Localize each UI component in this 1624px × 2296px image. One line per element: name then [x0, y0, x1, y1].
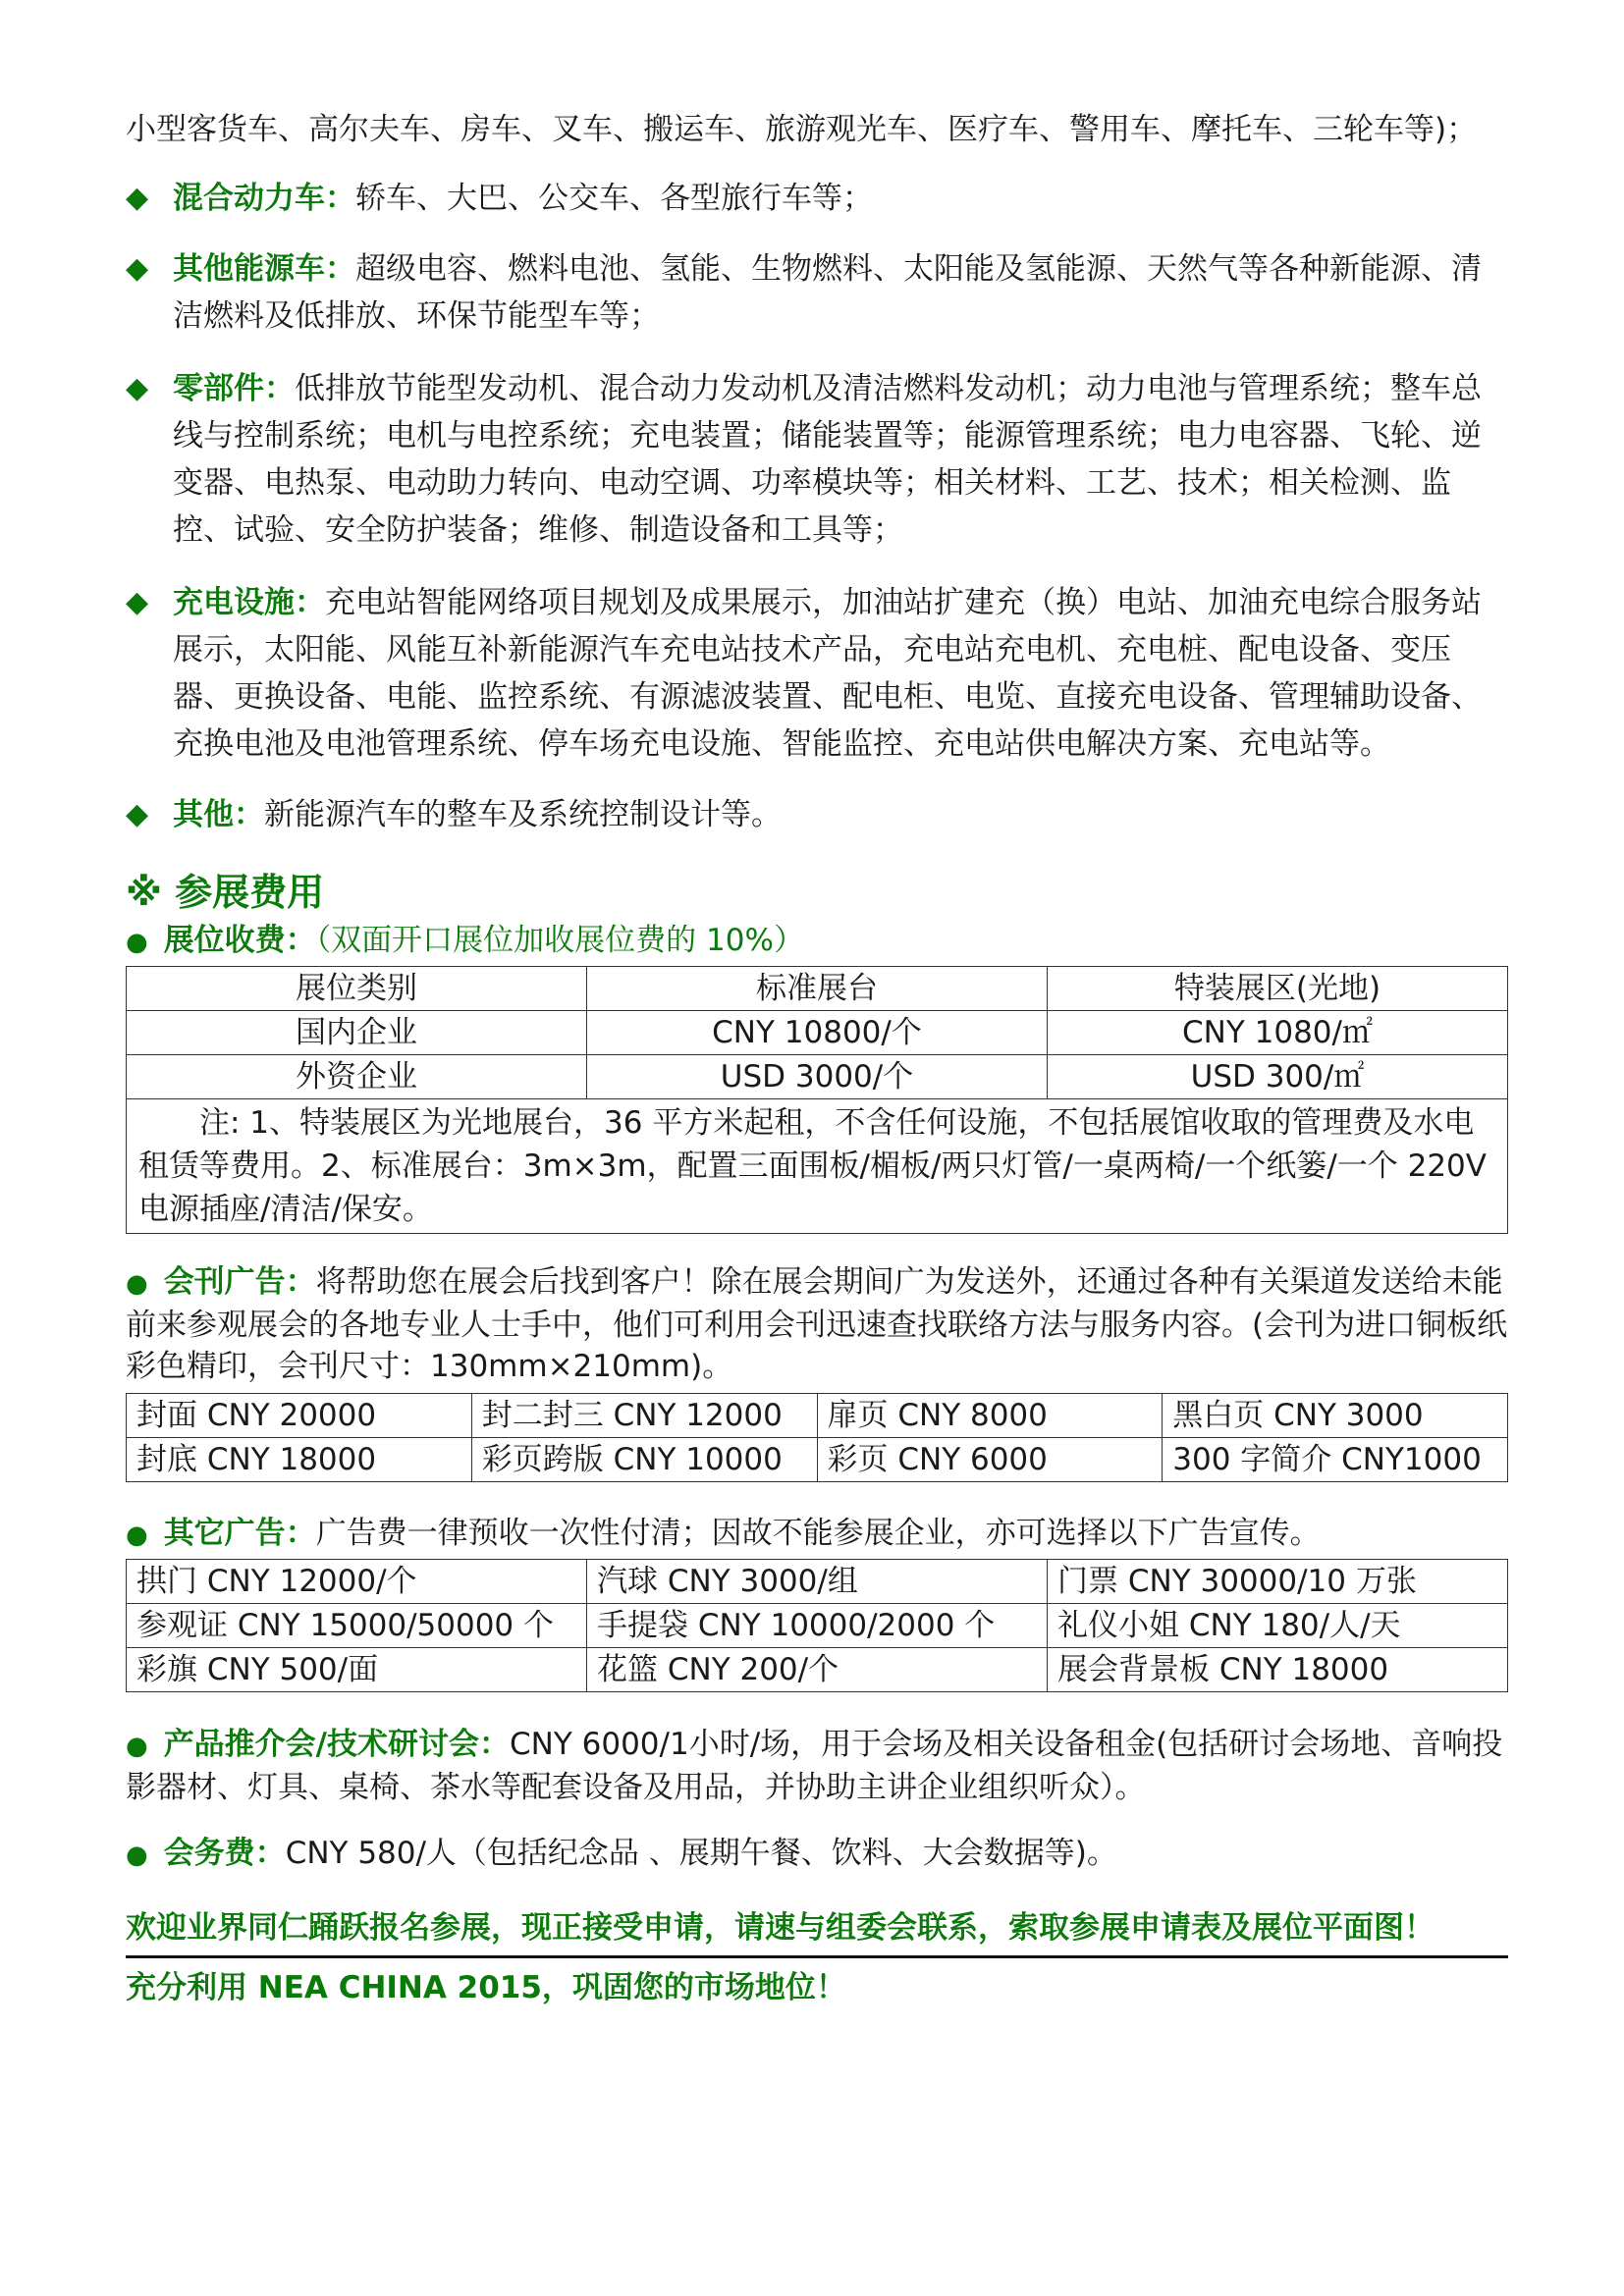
other-ad-paragraph: [126, 1510, 1508, 1559]
diamond-bullet-icon: ◆: [126, 371, 149, 405]
table-note-row: [127, 1099, 1508, 1234]
table-row: [127, 1438, 1508, 1482]
bullet-hybrid: [126, 175, 1508, 222]
bullet-charging: [126, 579, 1508, 768]
table-cell: 汽球 CNY 3000/组: [587, 1560, 1048, 1604]
table-cell: 彩页 CNY 6000: [817, 1438, 1163, 1482]
closing-divider: [126, 1955, 1508, 1958]
table-cell: 封底 CNY 18000: [127, 1438, 472, 1482]
dot-bullet-icon: ●: [126, 1269, 148, 1299]
dot-bullet-icon: ●: [126, 928, 148, 957]
table-row: [127, 1604, 1508, 1648]
table-cell: 拱门 CNY 12000/个: [127, 1560, 587, 1604]
table-cell: 花篮 CNY 200/个: [587, 1648, 1048, 1692]
bullet-label: 充电设施：: [173, 585, 325, 620]
other-ad-table: [126, 1559, 1508, 1692]
table-header-cell: 特装展区(光地): [1048, 967, 1508, 1011]
table-cell: 扉页 CNY 8000: [817, 1394, 1163, 1438]
dot-bullet-icon: ●: [126, 1521, 148, 1550]
table-cell: 彩页跨版 CNY 10000: [471, 1438, 817, 1482]
table-row: [127, 1055, 1508, 1099]
table-cell: 300 字简介 CNY1000: [1163, 1438, 1508, 1482]
dot-bullet-icon: ●: [126, 1841, 148, 1870]
seminar-text: CNY 6000/1小时/场，用于会场及相关设备租金(包括研讨会场地、音响投影器材、灯具、桌椅、茶水等配套设备及用品，并协助主讲企业组织听众）。: [126, 1727, 1503, 1805]
bullet-label: 其他能源车：: [173, 251, 355, 287]
table-cell: 封二封三 CNY 12000: [471, 1394, 817, 1438]
table-cell: 展会背景板 CNY 18000: [1048, 1648, 1508, 1692]
service-fee-paragraph: [126, 1830, 1508, 1879]
bullet-text: 轿车、大巴、公交车、各型旅行车等；: [355, 181, 873, 216]
bullet-label: 混合动力车：: [173, 181, 355, 216]
dot-bullet-icon: ●: [126, 1732, 148, 1761]
booth-fee-table: [126, 966, 1508, 1234]
bullet-text: 充电站智能网络项目规划及成果展示，加油站扩建充（换）电站、加油充电综合服务站展示，太阳能、风能互补新能源汽车充电站技术产品，充电站充电机、充电桩、配电设备、变压器、更换设备、电能、监控系统、有源滤波装置、配电柜、电览、直接充电设备、管理辅助设备、充换电池及电池管理系统、停车场充电设施、智能监控、充电站供电解决方案、充电站等。: [173, 585, 1482, 762]
booth-fee-note: （双面开口展位加收展位费的 10%）: [315, 923, 804, 958]
document-page: [126, 106, 1508, 2009]
seminar-paragraph: [126, 1724, 1508, 1808]
diamond-bullet-icon: ◆: [126, 797, 149, 831]
booth-table-note: 注: 1、特装展区为光地展台，36 平方米起租，不含任何设施，不包括展馆收取的管理费及水电租赁等费用。2、标准展台：3m×3m，配置三面围板/楣板/两只灯管/一桌两椅/一个纸篓/一个 220V 电源插座/清洁/保安。: [127, 1099, 1508, 1234]
bullet-label: 其他：: [173, 797, 264, 832]
table-row: [127, 1394, 1508, 1438]
diamond-bullet-icon: ◆: [126, 585, 149, 619]
bullet-label: 零部件：: [173, 371, 295, 406]
bullet-text: 超级电容、燃料电池、氢能、生物燃料、太阳能及氢能源、天然气等各种新能源、清洁燃料及低排放、环保节能型车等；: [173, 251, 1482, 334]
table-cell: 手提袋 CNY 10000/2000 个: [587, 1604, 1048, 1648]
table-row: [127, 1011, 1508, 1055]
table-cell: CNY 10800/个: [587, 1011, 1048, 1055]
diamond-bullet-icon: ◆: [126, 251, 149, 286]
table-cell: 参观证 CNY 15000/50000 个: [127, 1604, 587, 1648]
table-header-cell: 标准展台: [587, 967, 1048, 1011]
seminar-label: 产品推介会/技术研讨会：: [163, 1727, 511, 1762]
closing-invitation: 欢迎业界同仁踊跃报名参展，现正接受申请，请速与组委会联系，索取参展申请表及展位平面图！: [126, 1910, 1435, 1946]
diamond-bullet-icon: ◆: [126, 181, 149, 215]
table-row: [127, 1648, 1508, 1692]
bullet-components: [126, 365, 1508, 554]
table-cell: USD 3000/个: [587, 1055, 1048, 1099]
fees-section-title: ※ 参展费用: [126, 871, 325, 914]
bullet-other-energy: [126, 245, 1508, 340]
service-fee-text: CNY 580/人（包括纪念品 、展期午餐、饮料、大会数据等)。: [285, 1836, 1117, 1871]
journal-ad-label: 会刊广告：: [163, 1264, 316, 1300]
journal-ad-table: [126, 1393, 1508, 1482]
table-cell: 外资企业: [127, 1055, 587, 1099]
table-cell: 国内企业: [127, 1011, 587, 1055]
table-cell: 礼仪小姐 CNY 180/人/天: [1048, 1604, 1508, 1648]
table-cell: 彩旗 CNY 500/面: [127, 1648, 587, 1692]
bullet-others: [126, 791, 1508, 838]
table-header-cell: 展位类别: [127, 967, 587, 1011]
table-cell: 黑白页 CNY 3000: [1163, 1394, 1508, 1438]
other-ad-text: 广告费一律预收一次性付清；因故不能参展企业，亦可选择以下广告宣传。: [315, 1516, 1321, 1551]
table-row: [127, 1560, 1508, 1604]
table-cell: 封面 CNY 20000: [127, 1394, 472, 1438]
table-cell: USD 300/㎡: [1048, 1055, 1508, 1099]
service-fee-label: 会务费：: [163, 1836, 286, 1871]
booth-fee-heading: [126, 917, 1508, 966]
bullet-text: 新能源汽车的整车及系统控制设计等。: [264, 797, 782, 832]
table-header-row: [127, 967, 1508, 1011]
closing-slogan: 充分利用 NEA CHINA 2015，巩固您的市场地位！: [126, 1970, 846, 2005]
table-cell: 门票 CNY 30000/10 万张: [1048, 1560, 1508, 1604]
bullet-text: 低排放节能型发动机、混合动力发动机及清洁燃料发动机；动力电池与管理系统；整车总线与控制系统；电机与电控系统；充电装置；储能装置等；能源管理系统；电力电容器、飞轮、逆变器、电热泵、电动助力转向、电动空调、功率模块等；相关材料、工艺、技术；相关检测、监控、试验、安全防护装备；维修、制造设备和工具等；: [173, 371, 1482, 548]
journal-ad-text: 将帮助您在展会后找到客户！除在展会期间广为发送外，还通过各种有关渠道发送给未能前来参观展会的各地专业人士手中，他们可利用会刊迅速查找联络方法与服务内容。(会刊为进口铜板纸彩色精印，会刊尺寸：130mm×210mm)。: [126, 1264, 1508, 1384]
intro-paragraph: 小型客货车、高尔夫车、房车、叉车、搬运车、旅游观光车、医疗车、警用车、摩托车、三轮车等)；: [126, 112, 1478, 147]
table-cell: CNY 1080/㎡: [1048, 1011, 1508, 1055]
other-ad-label: 其它广告：: [163, 1516, 316, 1551]
booth-fee-label: 展位收费：: [163, 923, 316, 958]
journal-ad-paragraph: [126, 1261, 1508, 1387]
